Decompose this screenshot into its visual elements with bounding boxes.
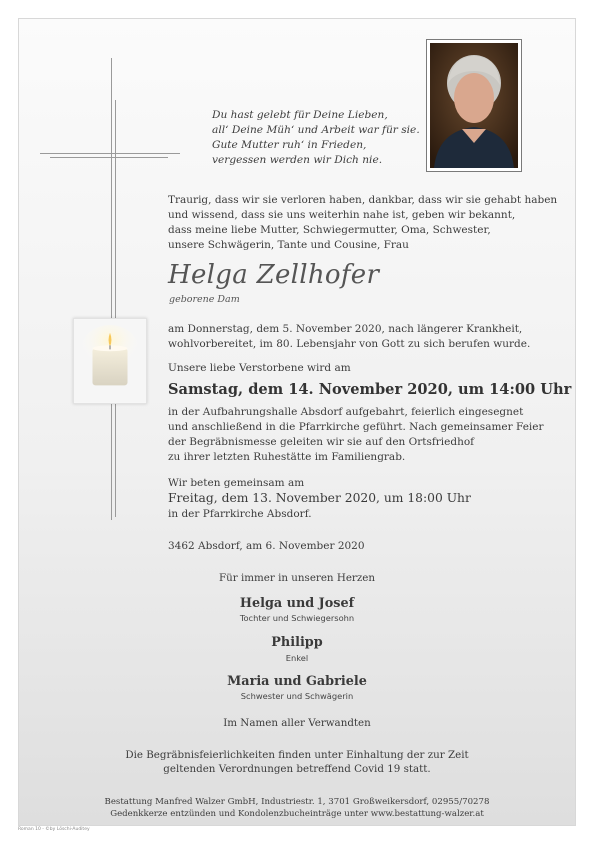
funeral-line: zu ihrer letzten Ruhestätte im Familiengrab. [168,451,406,463]
poem-line: all‘ Deine Müh‘ und Arbeit war für sie. [212,124,420,136]
family-relation: Enkel [285,653,309,663]
deceased-name: Helga Zellhofer [168,260,380,290]
funeral-date: Samstag, dem 14. November 2020, um 14:00 Uhr [168,381,572,398]
place-date: 3462 Absdorf, am 6. November 2020 [168,540,365,552]
death-line: am Donnerstag, dem 5. November 2020, nach längerer Krankheit, [168,323,523,335]
funeral-line: und anschließend in die Pfarrkirche geführt. Nach gemeinsamer Feier [168,421,544,433]
family-name: Maria und Gabriele [227,674,367,689]
covid-line: geltenden Verordnungen betreffend Covid 19 statt. [163,763,431,775]
covid-line: Die Begräbnisfeierlichkeiten finden unter Einhaltung der zur Zeit [125,749,469,761]
footer-line: Gedenkkerze entzünden und Kondolenzbucheinträge unter www.bestattung-walzer.at [110,809,484,819]
relatives-line: Im Namen aller Verwandten [223,717,371,729]
funeral-text [168,405,544,465]
covid-notice [18,748,576,776]
prayer-date: Freitag, dem 13. November 2020, um 18:00 Uhr [168,491,471,505]
death-text [168,322,530,352]
funeral-line: in der Aufbahrungshalle Absdorf aufgebahrt, feierlich eingesegnet [168,406,524,418]
intro-line: unsere Schwägerin, Tante und Cousine, Frau [168,239,409,251]
family-relation: Tochter und Schwiegersohn [239,613,355,623]
poem [212,108,422,168]
prayer-place: in der Pfarrkirche Absdorf. [168,508,312,520]
intro-line: dass meine liebe Mutter, Schwiegermutter, Oma, Schwester, [168,224,491,236]
intro-line: und wissend, dass sie uns weiterhin nahe ist, geben wir bekannt, [168,209,516,221]
funeral-line: der Begräbnismesse geleiten wir sie auf den Ortsfriedhof [168,436,475,448]
credit: Roman 10 - ©by Löschi-Auditey [18,827,90,832]
candle-image [73,318,147,404]
maiden-name: geborene Dam [169,294,240,305]
death-line: wohlvorbereitet, im 80. Lebensjahr von Gott zu sich berufen wurde. [168,338,531,350]
intro-line: Traurig, dass wir sie verloren haben, dankbar, dass wir sie gehabt haben [168,194,558,206]
intro-text [168,193,557,253]
family-name: Philipp [271,635,323,650]
portrait-photo [426,39,522,172]
poem-line: Gute Mutter ruh‘ in Frieden, [212,139,367,151]
footer-line: Bestattung Manfred Walzer GmbH, Industriestr. 1, 3701 Großweikersdorf, 02955/70278 [104,797,490,807]
footer [18,796,576,820]
forever-line: Für immer in unseren Herzen [219,572,375,584]
family-relation: Schwester und Schwägerin [240,691,354,701]
prayer-intro: Wir beten gemeinsam am [168,477,305,489]
funeral-intro: Unsere liebe Verstorbene wird am [168,362,351,374]
family-name: Helga und Josef [239,596,355,611]
poem-line: Du hast gelebt für Deine Lieben, [212,109,388,121]
poem-line: vergessen werden wir Dich nie. [212,154,383,166]
